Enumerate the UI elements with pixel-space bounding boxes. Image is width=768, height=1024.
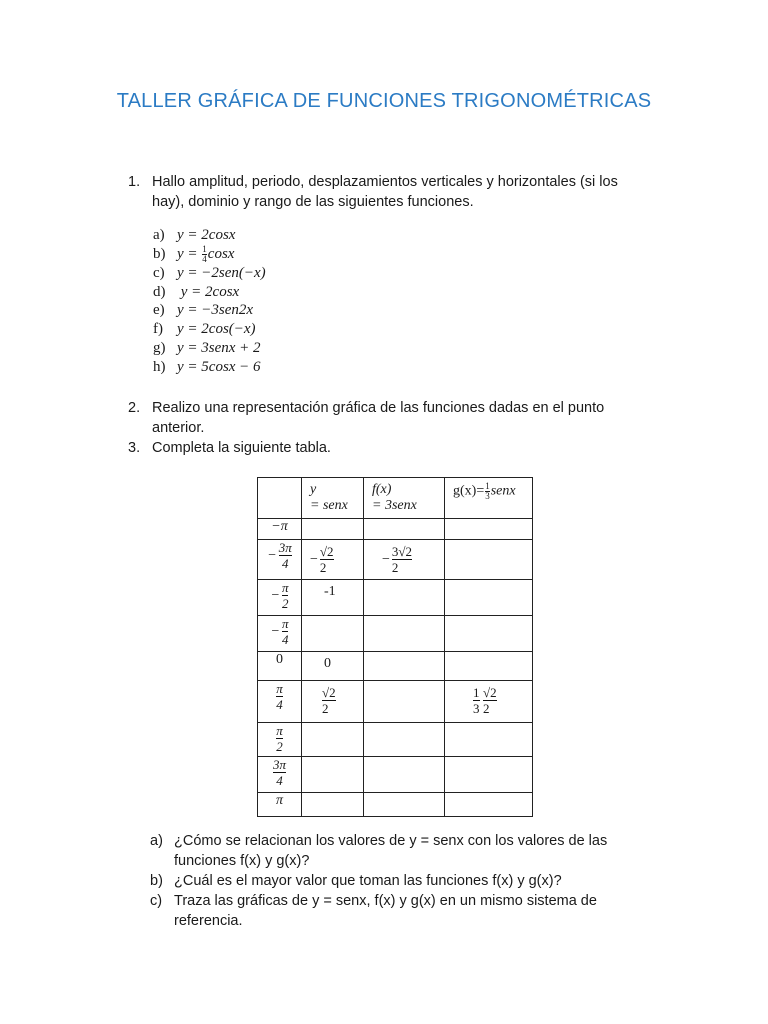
fraction: $\frac{1}{4}$ <box>202 243 207 264</box>
instruction-2: 2. Realizo una representación gráfica de las funciones dadas en el punto anterior. <box>128 400 605 436</box>
table-row: − $\frac{3\pi}{4}$ − $\frac{√2}{2}$ − $\frac{3√2}{2}$ <box>258 540 533 580</box>
function-item: g) y = 3senx + 2 <box>153 340 261 357</box>
instruction-1 <box>128 172 648 212</box>
table-row: $\frac{\pi}{4}$ $\frac{√2}{2}$ $\frac{1}{3}$ $\frac{√2}{2}$ <box>258 681 533 723</box>
header-g: g(x)= $\frac{1}{3}$ senx <box>445 478 533 519</box>
page-title: TALLER GRÁFICA DE FUNCIONES TRIGONOMÉTRICAS <box>116 90 652 112</box>
instruction-3: 3. Completa la siguiente tabla. <box>128 440 331 456</box>
question-b: b) ¿Cuál es el mayor valor que toman las funciones f(x) y g(x)? <box>150 873 562 889</box>
table-row: $\frac{3\pi}{4}$ <box>258 757 533 793</box>
table-header-row <box>258 478 533 519</box>
item-text: Hallo amplitud, periodo, desplazamientos verticales y horizontales (si los hay), dominio y rango de las siguientes funciones. <box>152 174 618 210</box>
table-row: − $\frac{\pi}{4}$ <box>258 616 533 652</box>
question-a: a) ¿Cómo se relacionan los valores de y = senx con los valores de las funciones f(x) y g(x)? <box>150 833 608 869</box>
header-f: f(x) = 3senx <box>364 478 445 519</box>
function-item: b) y = $\frac{1}{4}$ cosx <box>153 243 235 264</box>
questions <box>150 831 630 931</box>
function-item: f) y = 2cos(−x) <box>153 321 256 338</box>
header-x <box>258 478 302 519</box>
table-row: −π <box>258 519 533 540</box>
function-item: h) y = 5cosx − 6 <box>153 358 261 375</box>
values-table <box>257 477 533 817</box>
question-c: c) Traza las gráficas de y = senx, f(x) y g(x) en un mismo sistema de referencia. <box>150 893 597 929</box>
item-number: 1. <box>128 174 141 190</box>
function-item: e) y = −3sen2x <box>153 302 254 319</box>
function-item: c) y = −2sen(−x) <box>153 264 266 281</box>
table-row: π <box>258 793 533 817</box>
function-list <box>153 226 266 377</box>
header-y: y = senx <box>302 478 364 519</box>
function-item: a) y = 2cosx <box>153 227 236 243</box>
table-row: $\frac{\pi}{2}$ <box>258 723 533 757</box>
function-item: d) y = 2cosx <box>153 283 240 300</box>
table-row: − $\frac{\pi}{2}$ -1 <box>258 580 533 616</box>
table-row: 0 0 <box>258 652 533 681</box>
instructions-2-3 <box>128 398 648 458</box>
